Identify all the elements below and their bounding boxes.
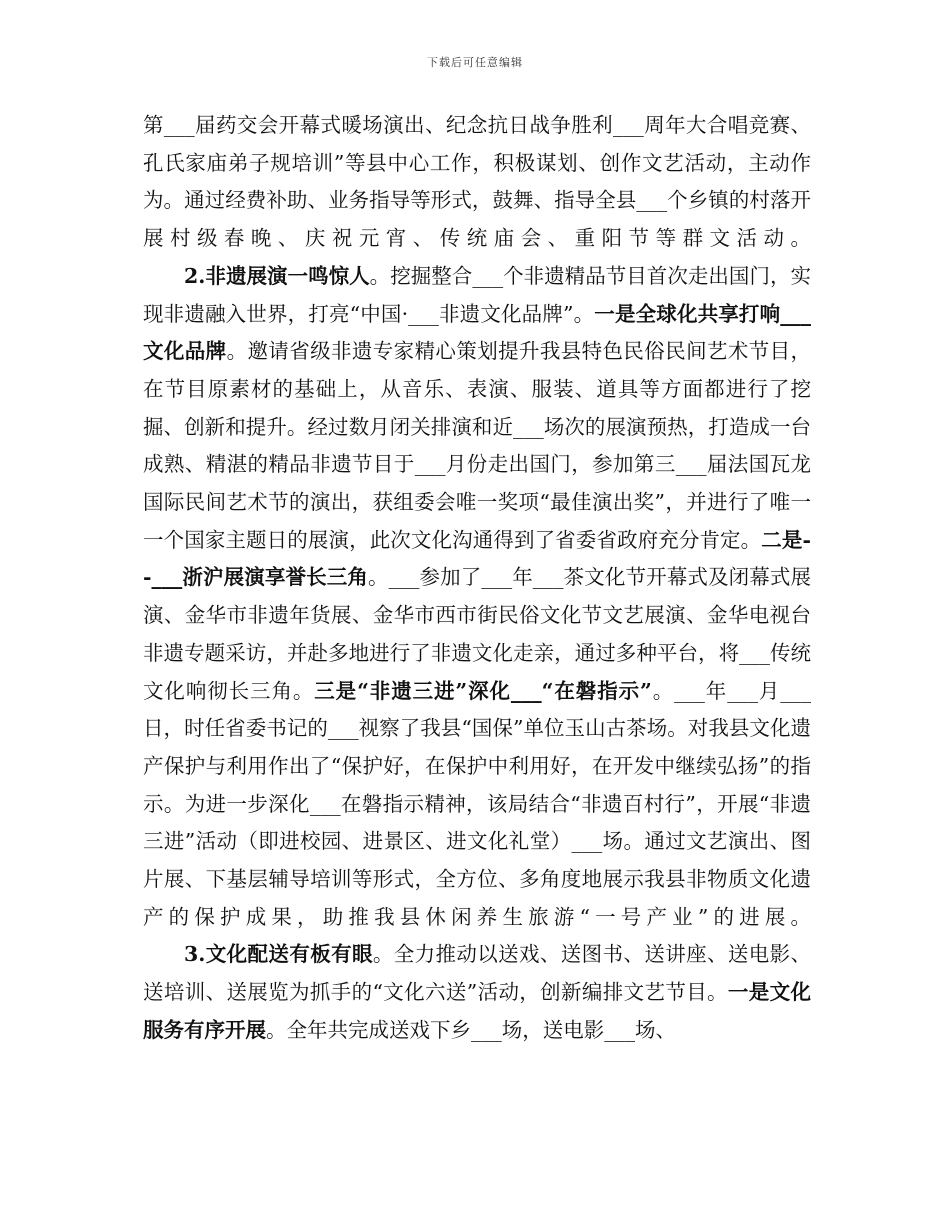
paragraph-2 [143, 258, 811, 937]
text-run: 。全年共完成送戏下乡___场，送电影___场、 [266, 1017, 676, 1042]
text-run: 。邀请省级非遗专家精心策划提升我县特色民俗民间艺术节目，在节目原素材的基础上，从音乐、表演、服装、道具等方面都进行了挖掘、创新和提升。经过数月闭关排演和近___场次的展演预热，打造成一台成熟、精湛的精品非遗节目于___月份走出国门，参加第三___届法国瓦龙国际民间艺术节的演出，获组委会唯一奖项“最佳演出奖”，并进行了唯一一个国家主题日的展演，此次文化沟通得到了省委省政府充分肯定。 [143, 339, 812, 552]
paragraph-1 [143, 107, 811, 258]
section-heading: 3.文化配送有板有眼 [184, 942, 373, 967]
text-run: 。___年___月___日，时任省委书记的___视察了我县“国保”单位玉山古茶场。对我县文化遗产保护与利用作出了“保护好，在保护中利用好，在开发中继续弘扬”的指示。为进一步深化___在磐指示精神，该局结合“非遗百村行”，开展“非遗三进”活动（即进校园、进景区、进文化礼堂）___场。通过文艺演出、图片展、下基层辅导培训等形式，全方位、多角度地展示我县非物质文化遗产的保护成果，助推我县休闲养生旅游“一号产业”的进展。 [143, 678, 812, 929]
subheading-one: 一是全球化共享打响___文化品牌 [143, 301, 812, 364]
section-heading: 2.非遗展演一鸣惊人 [184, 263, 370, 288]
page-header: 下载后可任意编辑 [427, 56, 523, 69]
text-run: 。全力推动以送戏、送图书、送讲座、送电影、送培训、送展览为抓手的“文化六送”活动，创新编排文艺节目。 [143, 942, 811, 1005]
text-run: 。挖掘整合___个非遗精品节目首次走出国门，实现非遗融入世界，打亮“中国·___非遗文化品牌”。 [143, 263, 812, 326]
paragraph-3 [143, 936, 811, 1049]
text-run: 第___届药交会开幕式暖场演出、纪念抗日战争胜利___周年大合唱竞赛、孔氏家庙弟子规培训”等县中心工作，积极谋划、创作文艺活动，主动作为。通过经费补助、业务指导等形式，鼓舞、指导全县___个乡镇的村落开展村级春晚、庆祝元宵、传统庙会、重阳节等群文活动。 [143, 113, 811, 251]
document-body [143, 107, 811, 1050]
subheading-three: 三是“非遗三进”深化___“在磐指示” [314, 678, 652, 703]
text-run: 。___参加了___年___茶文化节开幕式及闭幕式展演、金华市非遗年货展、金华市西市街民俗文化节文艺展演、金华电视台非遗专题采访，并赴多地进行了非遗文化走亲，通过多种平台，将___传统文化响彻长三角。 [143, 565, 812, 703]
subheading-one: 一是文化服务有序开展 [143, 980, 812, 1042]
subheading-two: 二是--___浙沪展演享誉长三角 [143, 527, 811, 590]
